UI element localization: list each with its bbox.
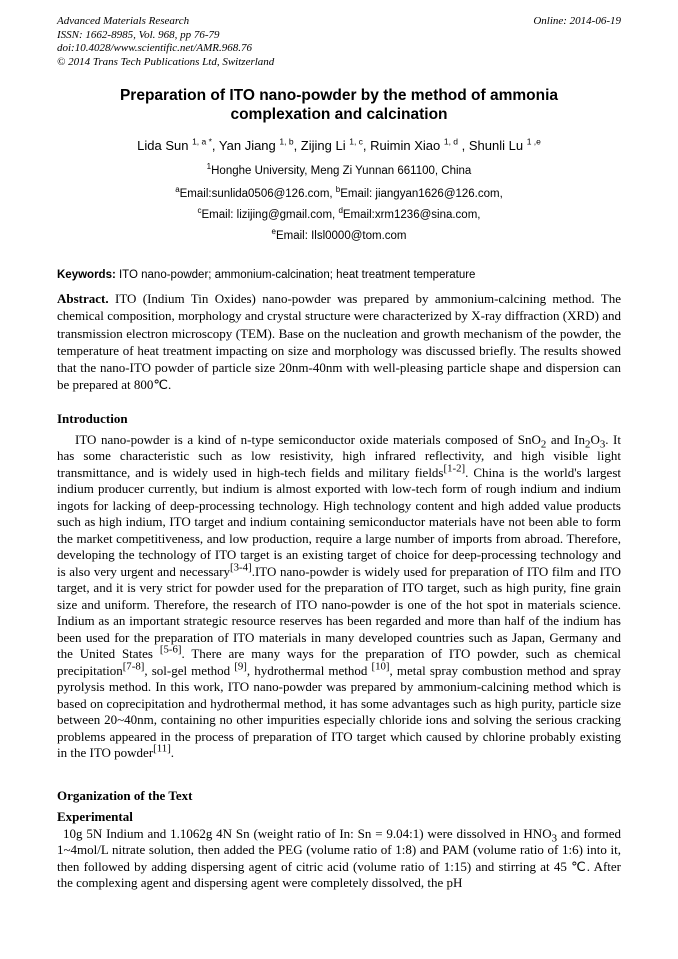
- online-date: Online: 2014-06-19: [533, 15, 621, 27]
- issn-line: ISSN: 1662-8985, Vol. 968, pp 76-79: [57, 28, 220, 41]
- experimental-paragraph: 10g 5N Indium and 1.1062g 4N Sn (weight ratio of In: Sn = 9.04:1) were dissolved in $HNO_3$ and formed 1~4mol/L nitrate solution, then added the PEG (volume ratio of 1:8) and PAM (volume ratio of 1:6) into it, then followed by adding dispersing agent of citric acid (volume ratio of 1:15) and stirring at 45 ℃. After the complexing agent and dispersing agent were completely dissolved, the pH: [57, 825, 622, 891]
- email-line-1: $^a$Email:sunlida0506@126.com, $^b$Email: jiangyan1626@126.com,: [175, 185, 503, 200]
- keywords-line: Keywords: ITO nano-powder; ammonium-calcination; heat treatment temperature: [57, 269, 476, 281]
- email-line-2: $^c$Email: lizijing@gmail.com, $^d$Email:xrm1236@sina.com,: [197, 206, 481, 221]
- copyright-line: © 2014 Trans Tech Publications Ltd, Switzerland: [57, 55, 275, 68]
- doi-line: doi:10.4028/www.scientific.net/AMR.968.76: [57, 42, 253, 54]
- section-heading-introduction: Introduction: [57, 410, 128, 426]
- journal-name: Advanced Materials Research: [57, 15, 190, 27]
- introduction-paragraph: ITO nano-powder is a kind of n-type semiconductor oxide materials composed of SnO$_2$ and $In_2O_3$. It has some characteristic such as low resistivity, high infrared reflectivity, and high visible light transmittance, and is widely used in high-tech fields and military fields[1-2]. China is the world's largest indium producer currently, but indium is almost exported with low-tech form of rough indium and indium ingots for lacking of deep-processing technology. High technology content and high added value products such as high indium, ITO target and indium containing semiconductor materials have not been able to form the market competitiveness, and low production, require a large number of imports from abroad. Therefore, developing the technology of ITO target is an existing target of choice for deep-processing technology and is also very urgent and necessary[3-4].ITO nano-powder is widely used for preparation of ITO film and ITO target, and it is very strict for powder used for the preparation of ITO target, such as high purity, fine grain size and uniform. Therefore, the research of ITO nano-powder is one of the hot spot in materials science. Indium as an important strategic resource reserves has been regarded and more than half of the indium has been used for the preparation of ITO materials in many developed countries such as Japan, Germany and the United States [5-6]. There are many ways for the preparation of ITO powder, such as chemical precipitation[7-8], sol-gel method [9], hydrothermal method [10], metal spray combustion method and spray pyrolysis method. In this work, ITO nano-powder was prepared by ammonium-calcining method which is based on coprecipitation and hydrothermal method, it has some advantages such as high purity, particle size between 20~40nm, containing no other impurities especially chloride ions and solving the serious cracking problems appeared in the process of preparation of ITO target which caused by chlorine probably existing in the ITO powder[11].: [57, 431, 621, 761]
- journal-header: [57, 15, 621, 69]
- email-block: [57, 184, 621, 247]
- affiliation: $^1$Honghe University, Meng Zi Yunnan 661100, China: [206, 162, 472, 177]
- section-heading-organization: Organization of the Text: [57, 787, 193, 803]
- paper-title: Preparation of ITO nano-powder by the method of ammonia complexation and calcination: [119, 87, 559, 123]
- author-list: Lida Sun $^{1, a *}$, Yan Jiang $^{1, b}$, Zijing Li $^{1, c}$, Ruimin Xiao $^{1, d}$ , Shunli Lu $^{1 ,e}$: [137, 136, 541, 153]
- section-heading-experimental: Experimental: [57, 808, 133, 824]
- abstract-paragraph: Abstract. ITO (Indium Tin Oxides) nano-powder was prepared by ammonium-calcining method. The chemical composition, morphology and crystal structure were characterized by X-ray diffraction (XRD) and transmission electron microscopy (TEM). Base on the nucleation and growth mechanism of the powder, the temperature of heat treatment impacting on size and morphology was discussed briefly. The results showed that the nano-ITO powder of particle size 20nm-40nm with well-pleasing particle shape and dispersion can be prepared at 800℃.: [57, 291, 621, 393]
- email-line-3: $^e$Email: Ilsl0000@tom.com: [271, 227, 407, 242]
